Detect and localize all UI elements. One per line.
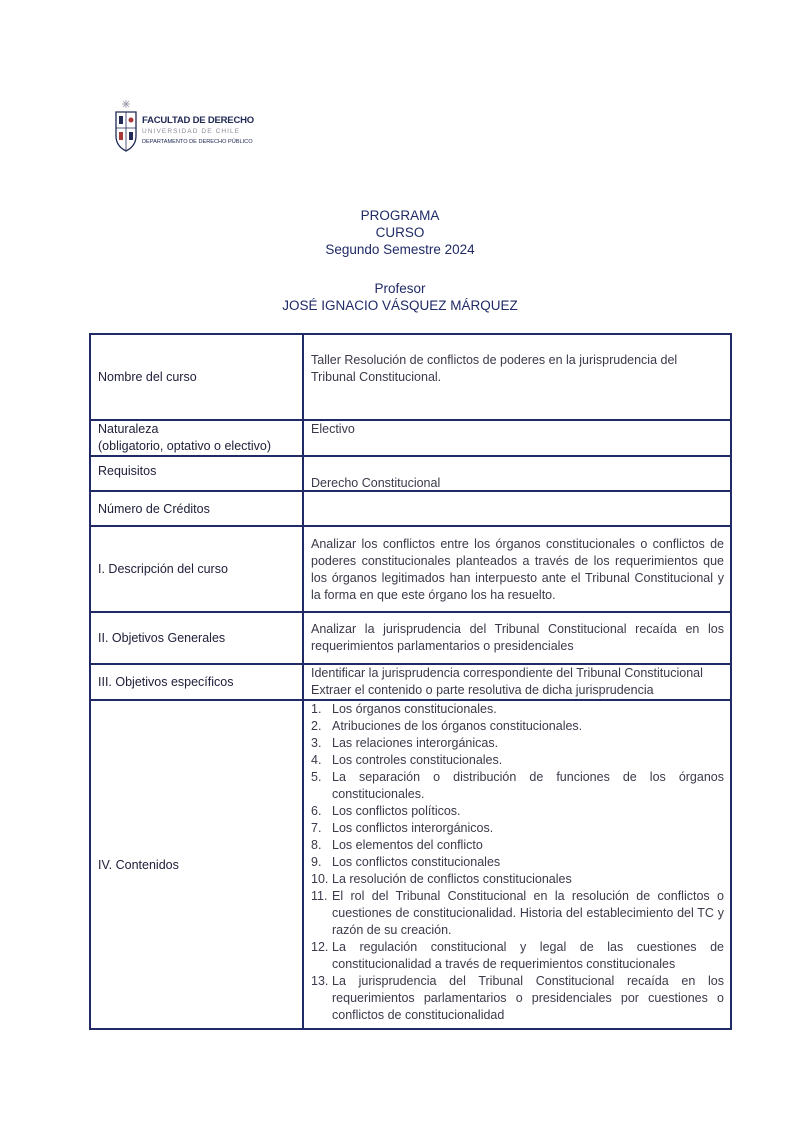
nature-label: Naturaleza: [98, 422, 159, 436]
item-text: Los conflictos políticos.: [332, 804, 461, 818]
course-name-value: Taller Resolución de conflictos de poderes en la jurisprudencia del Tribunal Constitucional.: [311, 353, 678, 384]
table-row: [90, 526, 731, 612]
description-value: Analizar los conflictos entre los órganos constitucionales o conflictos de poderes constitucionales planteados a través de los requerimientos que los órganos legitimados han interpuesto ante el Tribunal Constitucional y la forma en que este órgano los ha resuelto.: [311, 537, 724, 602]
list-item: [311, 871, 724, 888]
list-item: [311, 888, 724, 939]
item-number: 11.: [311, 889, 328, 903]
list-item: [311, 769, 724, 803]
professor-heading: [0, 280, 800, 314]
contents-list: [311, 701, 724, 1024]
university-crest-icon: [112, 98, 142, 154]
table-row: [90, 491, 731, 526]
item-number: 9.: [311, 855, 322, 869]
item-text: Las relaciones interorgánicas.: [332, 736, 499, 750]
table-row: [90, 664, 731, 700]
table-row: [90, 456, 731, 491]
requirements-label: Requisitos: [90, 456, 303, 491]
heading-professor-label: Profesor: [374, 281, 426, 296]
list-item: [311, 939, 724, 973]
item-number: 12.: [311, 940, 329, 954]
list-item: [311, 701, 724, 718]
item-text: Atribuciones de los órganos constitucionales.: [332, 719, 583, 733]
item-number: 7.: [311, 821, 322, 835]
credits-value: [303, 491, 731, 526]
list-item: [311, 837, 724, 854]
program-heading: [0, 207, 800, 258]
specific-objective-2: Extraer el contenido o parte resolutiva de dicha jurisprudencia: [311, 683, 654, 697]
item-text: Los elementos del conflicto: [332, 838, 483, 852]
table-row: [90, 420, 731, 456]
list-item: [311, 718, 724, 735]
list-item: [311, 820, 724, 837]
heading-semester: Segundo Semestre 2024: [325, 242, 475, 257]
contents-label: IV. Contenidos: [90, 700, 303, 1029]
general-objectives-label: II. Objetivos Generales: [90, 612, 303, 664]
list-item: [311, 735, 724, 752]
course-name-label: Nombre del curso: [90, 334, 303, 420]
item-text: La regulación constitucional y legal de las cuestiones de constitucionalidad a través de requerimientos constitucionales: [332, 940, 724, 971]
requirements-value: Derecho Constitucional: [303, 456, 731, 491]
specific-objective-1: Identificar la jurisprudencia correspondiente del Tribunal Constitucional: [311, 666, 703, 680]
table-row: [90, 612, 731, 664]
heading-course: CURSO: [375, 225, 425, 240]
item-text: Los controles constitucionales.: [332, 753, 503, 767]
item-number: 6.: [311, 804, 322, 818]
item-text: Los conflictos constitucionales: [332, 855, 501, 869]
department-name: DEPARTAMENTO DE DERECHO PÚBLICO: [142, 139, 253, 145]
heading-program: PROGRAMA: [360, 208, 440, 223]
faculty-name: FACULTAD DE DERECHO: [142, 115, 254, 126]
general-objectives-value: Analizar la jurisprudencia del Tribunal Constitucional recaída en los requerimientos parlamentarios o presidenciales: [311, 622, 724, 653]
item-number: 2.: [311, 719, 322, 733]
item-number: 10.: [311, 872, 329, 886]
item-text: La jurisprudencia del Tribunal Constitucional recaída en los requerimientos parlamentarios o presidenciales por cuestiones o conflictos de constitucionalidad: [332, 974, 724, 1022]
list-item: [311, 973, 724, 1024]
item-number: 5.: [311, 770, 322, 784]
nature-label-hint: (obligatorio, optativo o electivo): [98, 439, 272, 453]
item-text: Los conflictos interorgánicos.: [332, 821, 494, 835]
table-row: [90, 700, 731, 1029]
item-number: 8.: [311, 838, 322, 852]
item-text: El rol del Tribunal Constitucional en la resolución de conflictos o cuestiones de constitucionalidad. Historia del establecimiento del TC y razón de su creación.: [332, 889, 724, 937]
faculty-logo: [112, 98, 272, 154]
nature-value: Electivo: [303, 420, 731, 456]
description-label: I. Descripción del curso: [90, 526, 303, 612]
list-item: [311, 854, 724, 871]
list-item: [311, 803, 724, 820]
item-text: Los órganos constitucionales.: [332, 702, 497, 716]
item-number: 1.: [311, 702, 322, 716]
credits-label: Número de Créditos: [90, 491, 303, 526]
item-number: 13.: [311, 974, 329, 988]
table-row: [90, 334, 731, 420]
item-number: 4.: [311, 753, 322, 767]
specific-objectives-label: III. Objetivos específicos: [90, 664, 303, 700]
item-text: La resolución de conflictos constitucionales: [332, 872, 572, 886]
university-name: UNIVERSIDAD DE CHILE: [142, 128, 241, 135]
item-number: 3.: [311, 736, 322, 750]
heading-professor-name: JOSÉ IGNACIO VÁSQUEZ MÁRQUEZ: [282, 298, 518, 313]
item-text: La separación o distribución de funciones de los órganos constitucionales.: [332, 770, 724, 801]
list-item: [311, 752, 724, 769]
program-table: [89, 333, 732, 1030]
